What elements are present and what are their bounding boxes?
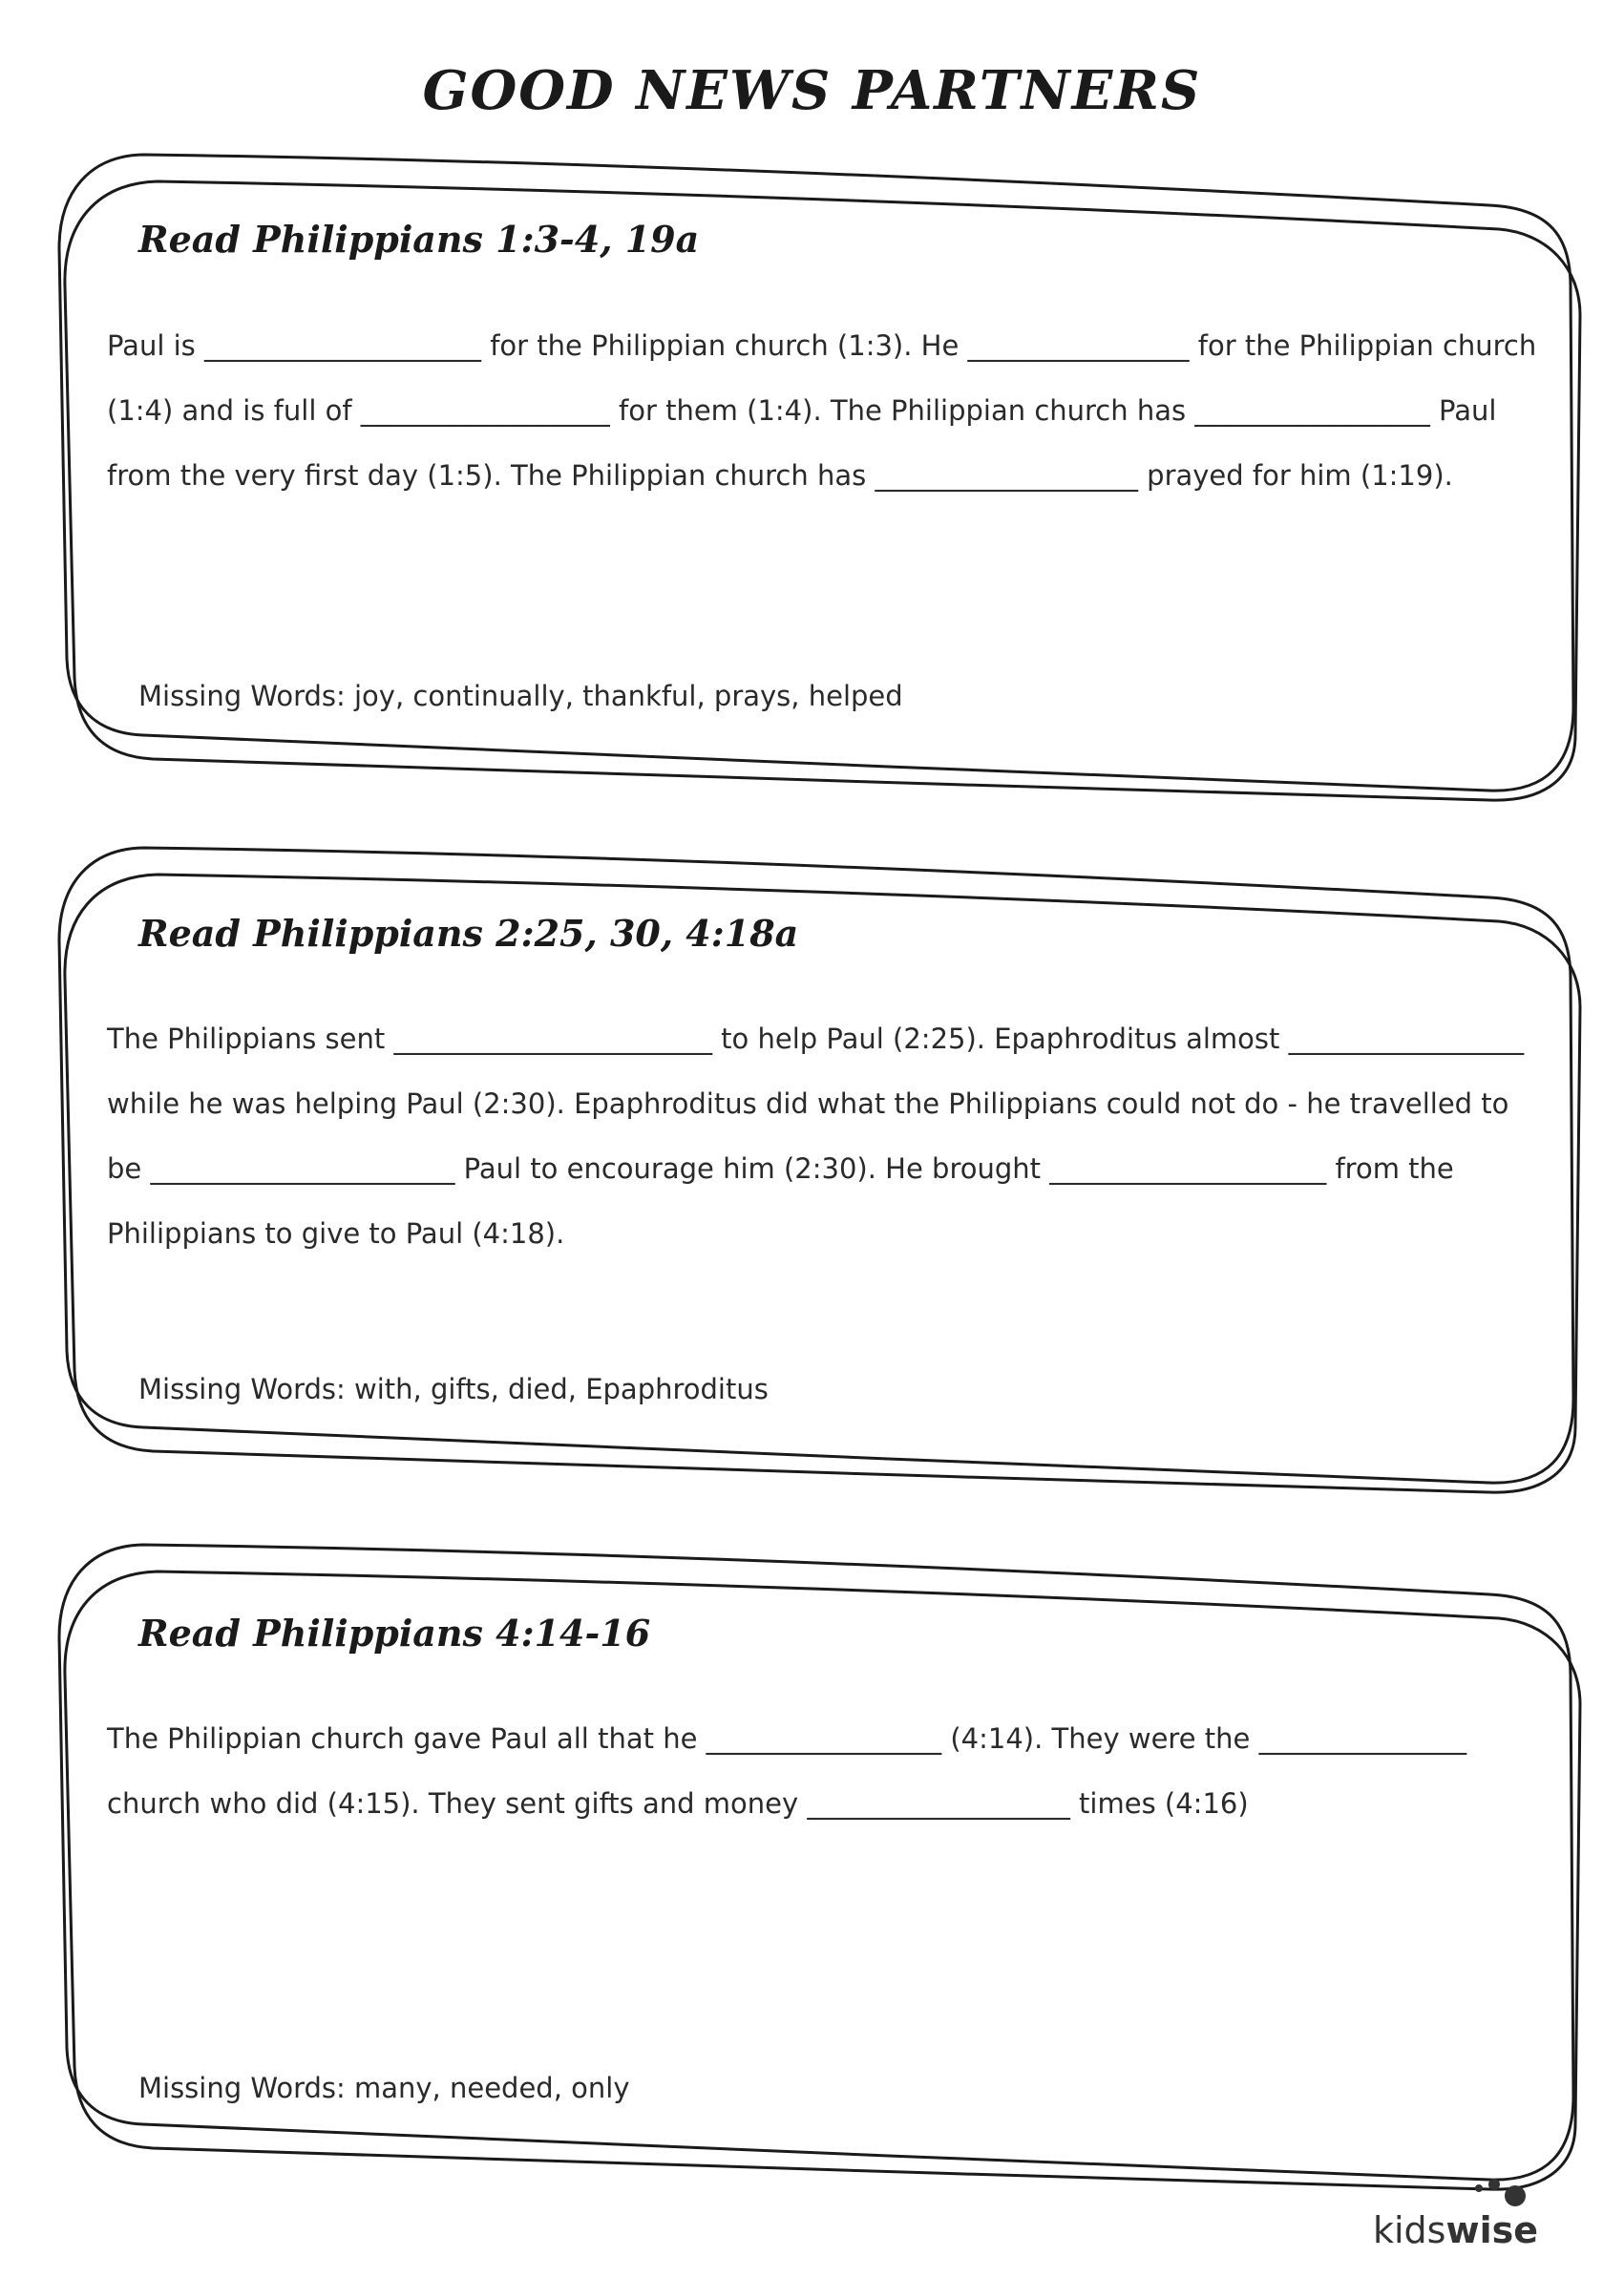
card-1-missing-words: Missing Words: joy, continually, thankful, prays, helped [138,680,903,712]
card-1-heading: Read Philippians 1:3-4, 19a [138,218,700,261]
card-3-body: The Philippian church gave Paul all that he _________________ (4:14). They were the _______________ church who did (4:15). They sent gifts and money ___________________ times (4:16) [107,1722,1467,1820]
kidswise-logo [1372,2175,1538,2251]
logo-dots-icon [1462,2175,1538,2213]
card-2-missing-words: Missing Words: with, gifts, died, Epaphroditus [138,1373,769,1405]
logo-text-kids: kids [1372,2209,1446,2251]
card-3-heading: Read Philippians 4:14-16 [138,1612,651,1655]
card-2-heading: Read Philippians 2:25, 30, 4:18a [138,912,799,955]
card-1-body: Paul is ____________________ for the Philippian church (1:3). He ________________ for the Philippian church (1:4) and is full of __________________ for them (1:4). The Philippian church has _________________ Paul from the very first day (1:5). The Philippian church has ___________________ prayed for him (1:19). [107,329,1537,492]
card-3-missing-words: Missing Words: many, needed, only [138,2072,630,2104]
page-title: GOOD NEWS PARTNERS [422,59,1202,122]
logo-text-wise: wise [1445,2209,1538,2251]
card-2-body: The Philippians sent _______________________ to help Paul (2:25). Epaphroditus almost _________________ while he was helping Paul (2:30). Epaphroditus did what the Philippians could not do - he travelled to be ______________________ Paul to encourage him (2:30). He brought ____________________ from the Philippians to give to Paul (4:18). [107,1023,1525,1250]
logo-text [1373,2209,1538,2251]
